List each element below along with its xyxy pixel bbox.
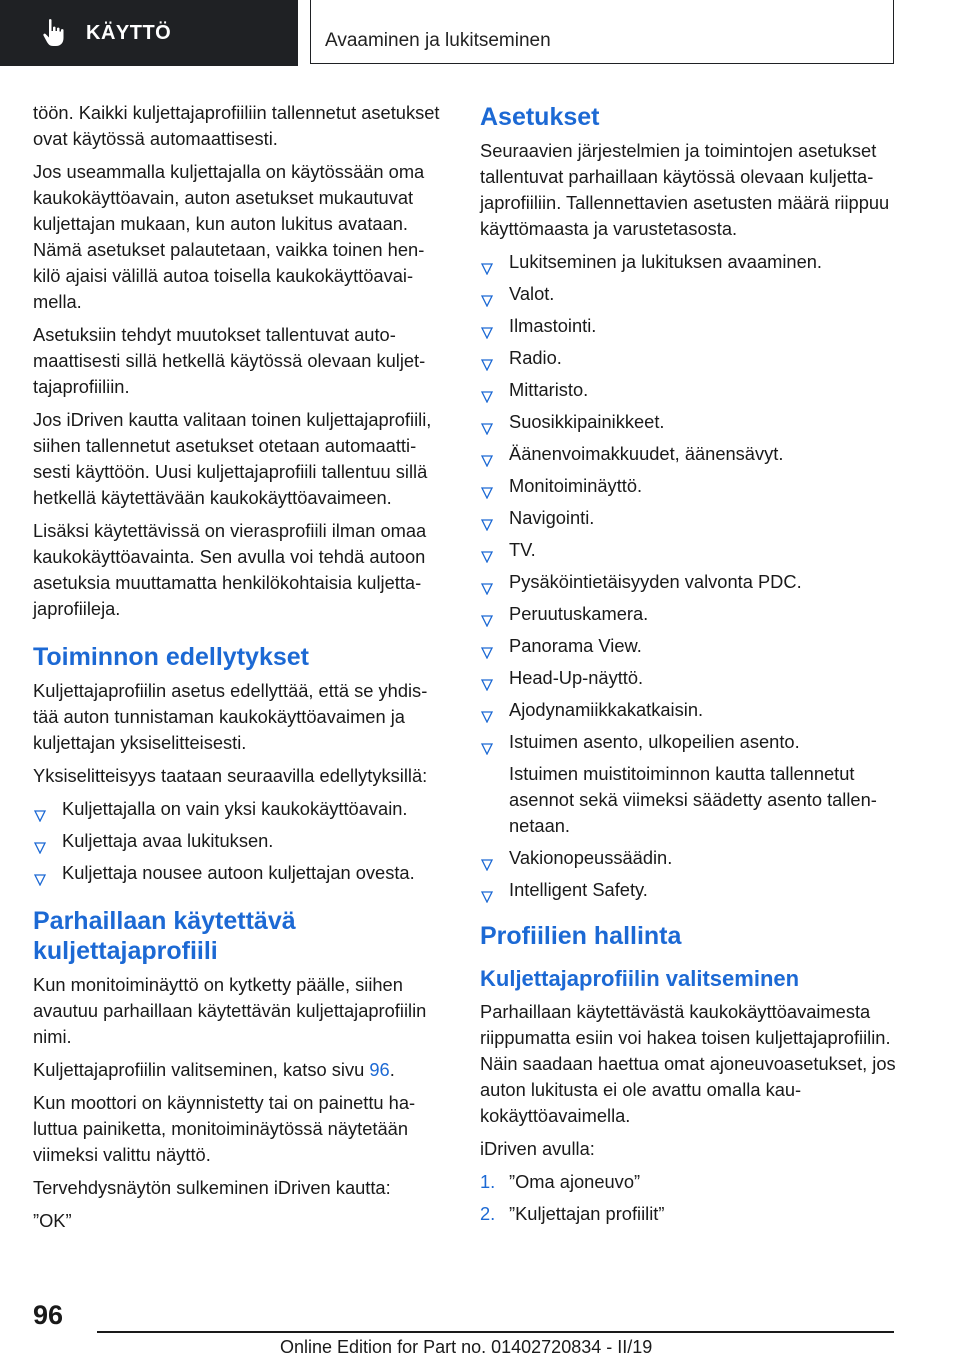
left-column [33, 100, 445, 1241]
triangle-bullet-icon [481, 512, 493, 524]
list-item: Lukitseminen ja lukituksen avaaminen. [480, 249, 896, 275]
triangle-bullet-icon [481, 672, 493, 684]
paragraph: Lisäksi käytettävissä on vierasprofiili ilman omaa kaukokäyttöavainta. Sen avulla voi tehdä autoon asetuksia muuttamatta henkilökohtaisia kuljettajaprofiileja. [33, 520, 427, 619]
footer-divider [97, 1331, 894, 1333]
paragraph: Asetuksiin tehdyt muutokset tallentuvat automaattisesti sillä hetkellä käytössä olevaan kuljettajaprofiiliin. [33, 324, 426, 397]
list-item: Radio. [480, 345, 896, 371]
section-title: KÄYTTÖ [86, 21, 172, 44]
list-item: 2. ”Kuljettajan profiilit” [480, 1201, 896, 1227]
triangle-bullet-icon [481, 480, 493, 492]
triangle-bullet-icon [481, 288, 493, 300]
chapter-title: Avaaminen ja lukitseminen [325, 30, 551, 51]
list-item: Kuljettajalla on vain yksi kaukokäyttöavain. [33, 796, 445, 822]
list-item: Monitoiminäyttö. [480, 473, 896, 499]
list-item: Suosikkipainikkeet. [480, 409, 896, 435]
list-item: Istuimen asento, ulkopeilien asento. Istuimen muistitoiminnon kautta tallennetut asennot sekä viimeksi säädetty asento tallennetaan. [480, 729, 896, 839]
list-item: Mittaristo. [480, 377, 896, 403]
list-item: Panorama View. [480, 633, 896, 659]
triangle-bullet-icon [481, 384, 493, 396]
settings-list [480, 249, 896, 903]
paragraph: töön. Kaikki kuljettajaprofiiliin tallennetut asetukset ovat käytössä automaattisesti. [33, 102, 440, 149]
chapter-box [310, 0, 894, 64]
triangle-bullet-icon [481, 448, 493, 460]
list-item: TV. [480, 537, 896, 563]
paragraph: Kun moottori on käynnistetty tai on painettu haluttua painiketta, monitoiminäytössä näytetään viimeksi valittu näyttö. [33, 1092, 416, 1165]
list-item: Ajodynamiikkakatkaisin. [480, 697, 896, 723]
steps-list [480, 1169, 896, 1227]
paragraph: Kuljettajaprofiilin valitseminen, katso sivu 96. [33, 1059, 395, 1080]
triangle-bullet-icon [481, 884, 493, 896]
step-number: 1. [480, 1171, 496, 1192]
list-item-subtext: Istuimen muistitoiminnon kautta tallennetut asennot sekä viimeksi säädetty asento tallennetaan. [509, 763, 877, 836]
list-item: Navigointi. [480, 505, 896, 531]
heading-select-profile: Kuljettajaprofiilin valitseminen [480, 966, 800, 991]
list-item: Vakionopeussäädin. [480, 845, 896, 871]
triangle-bullet-icon [481, 416, 493, 428]
paragraph: Parhaillaan käytettävästä kaukokäyttöavaimesta riippumatta esiin voi hakea toisen kuljettajaprofiilin. Näin saadaan haettua omat ajoneuvoasetukset, jos auton lukitusta ei ole avattu omalla kaukokäyttöavaimella. [480, 1001, 896, 1126]
list-item: Äänenvoimakkuudet, äänensävyt. [480, 441, 896, 467]
heading-settings: Asetukset [480, 103, 600, 131]
triangle-bullet-icon [481, 352, 493, 364]
triangle-bullet-icon [481, 576, 493, 588]
heading-profile-management: Profiilien hallinta [480, 922, 682, 950]
triangle-bullet-icon [481, 852, 493, 864]
page-number: 96 [33, 1300, 64, 1330]
triangle-bullet-icon [481, 608, 493, 620]
list-item: Ilmastointi. [480, 313, 896, 339]
triangle-bullet-icon [481, 704, 493, 716]
step-number: 2. [480, 1203, 496, 1224]
triangle-bullet-icon [481, 544, 493, 556]
paragraph: Seuraavien järjestelmien ja toimintojen asetukset tallentuvat parhaillaan käytössä olevaan kuljettajaprofiiliin. Tallennettavien asetusten määrä riippuu käyttömaasta ja varustetasosta. [480, 140, 890, 239]
paragraph: Jos useammalla kuljettajalla on käytössään oma kaukokäyttöavain, auton asetukset mukautuvat kuljettajan mukaan, kun auton lukitus avataan. Nämä asetukset palautetaan, vaikka toinen henkilö ajaisi välillä autoa toisella kaukokäyttöavaimella. [33, 161, 425, 312]
heading-current-profile: Parhaillaan käytettävä kuljettajaprofiili [33, 907, 296, 965]
page-link[interactable]: 96 [369, 1059, 390, 1080]
section-tab [0, 0, 298, 66]
list-item: 1. ”Oma ajoneuvo” [480, 1169, 896, 1195]
page-header [0, 0, 960, 66]
paragraph: Yksiselitteisyys taataan seuraavilla edellytyksillä: [33, 765, 428, 786]
triangle-bullet-icon [481, 736, 493, 748]
paragraph: Jos iDriven kautta valitaan toinen kuljettajaprofiili, siihen tallennetut asetukset otetaan automaattisesti käyttöön. Uusi kuljettajaprofiili tallentuu sillä hetkellä käytettävään kaukokäyttöavaimeen. [33, 409, 432, 508]
list-item: Valot. [480, 281, 896, 307]
triangle-bullet-icon [481, 640, 493, 652]
list-item: Kuljettaja nousee autoon kuljettajan ovesta. [33, 860, 445, 886]
triangle-bullet-icon [481, 256, 493, 268]
triangle-bullet-icon [481, 320, 493, 332]
requirements-list [33, 796, 445, 886]
list-item: Pysäköintietäisyyden valvonta PDC. [480, 569, 896, 595]
paragraph: ”OK” [33, 1210, 72, 1231]
list-item: Intelligent Safety. [480, 877, 896, 903]
hand-pointer-icon [34, 13, 74, 53]
triangle-bullet-icon [34, 867, 46, 879]
paragraph: Kun monitoiminäyttö on kytketty päälle, siihen avautuu parhaillaan käytettävän kuljettajaprofiilin nimi. [33, 974, 427, 1047]
right-column [480, 100, 896, 1233]
list-item: Kuljettaja avaa lukituksen. [33, 828, 445, 854]
triangle-bullet-icon [34, 803, 46, 815]
edition-text: Online Edition for Part no. 01402720834 - II/19 [280, 1337, 653, 1357]
heading-requirements: Toiminnon edellytykset [33, 643, 309, 671]
list-item: Peruutuskamera. [480, 601, 896, 627]
paragraph: Kuljettajaprofiilin asetus edellyttää, että se yhdistää auton tunnistaman kaukokäyttöavaimen ja kuljettajan yksiselitteisesti. [33, 680, 428, 753]
paragraph: Tervehdysnäytön sulkeminen iDriven kautta: [33, 1177, 391, 1198]
triangle-bullet-icon [34, 835, 46, 847]
paragraph: iDriven avulla: [480, 1138, 595, 1159]
list-item: Head-Up-näyttö. [480, 665, 896, 691]
